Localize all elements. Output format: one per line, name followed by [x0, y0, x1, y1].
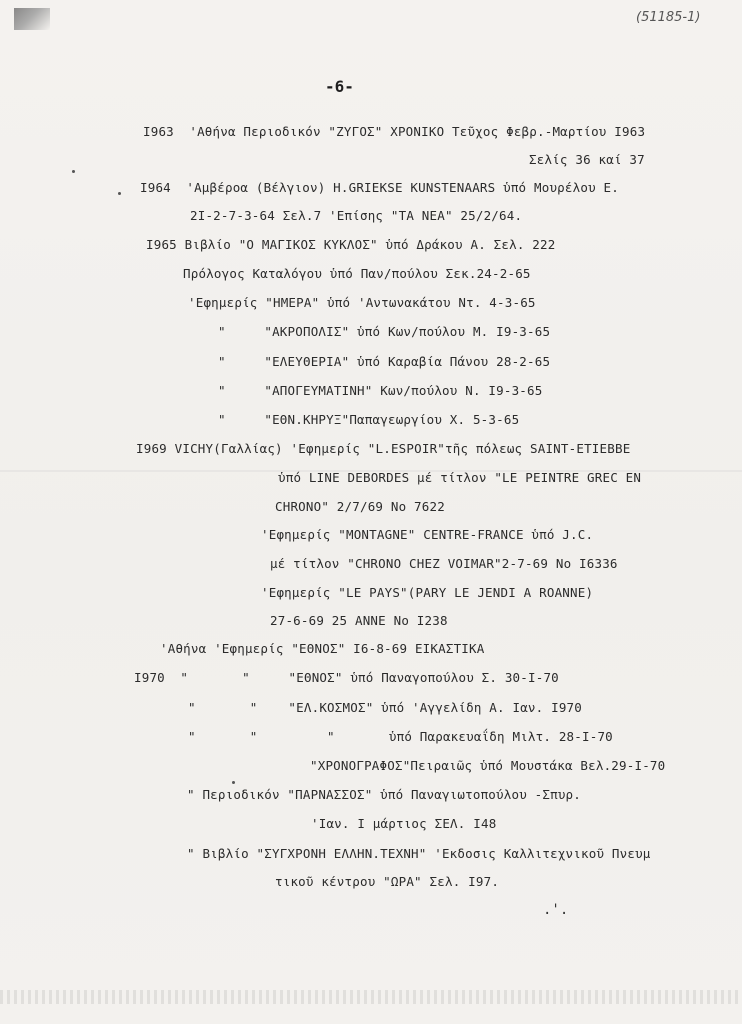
scan-edge — [0, 990, 742, 1004]
text-line: τικοῦ κέντρου "ΩΡΑ" Σελ. I97. — [275, 874, 500, 889]
text-line: " Περιοδικόν "ΠΑΡΝΑΣΣΟΣ" ὑπό Παναγιωτοπούλου -Σπυρ. — [187, 787, 582, 802]
text-line: 'Αθήνα 'Εφημερίς "ΕΘΝΟΣ" I6-8-69 ΕΙΚΑΣΤΙΚΑ — [160, 641, 485, 656]
text-line: 27-6-69 25 ANNE No I238 — [270, 613, 448, 628]
text-line: 'Εφημερίς "LE PAYS"(PARY LE JENDI A ROANNE) — [261, 585, 594, 600]
end-mark: .'. — [543, 902, 569, 918]
text-line: 2I-2-7-3-64 Σελ.7 'Επίσης "ΤΑ ΝΕΑ" 25/2/64. — [190, 208, 523, 223]
text-line: " " "ΕΛ.ΚΟΣΜΟΣ" ὑπό 'Αγγελίδη Α. Ιαν. I970 — [188, 700, 583, 715]
text-line: 'Εφημερίς "MONTAGNE" CENTRE-FRANCE ὑπό J.C. — [261, 527, 594, 542]
ink-speck — [118, 192, 121, 195]
text-line: Πρόλογος Καταλόγου ὑπό Παν/πούλου Σεκ.24-2-65 — [183, 266, 531, 281]
page-number: -6- — [325, 77, 354, 96]
text-line: "ΧΡΟΝΟΓΡΑΦΟΣ"Πειραιῶς ὑπό Μουστάκα Βελ.29-I-70 — [310, 758, 666, 773]
text-line: " "ΕΘΝ.ΚΗΡΥΞ"Παπαγεωργίου Χ. 5-3-65 — [218, 412, 520, 427]
text-line: ὑπό LINE DEBORDES μέ τίτλον "LE PEINTRE GREC EN — [278, 470, 642, 485]
text-line: " Βιβλίο "ΣΥΓΧΡΟΝΗ ΕΛΛΗΝ.ΤΕΧΝΗ" 'Εκδοσις Καλλιτεχνικοῦ Πνευμ — [187, 846, 651, 861]
corner-smudge — [14, 8, 50, 30]
ink-speck — [72, 170, 75, 173]
text-line: " "ΑΠΟΓΕΥΜΑΤΙΝΗ" Κων/πούλου Ν. I9-3-65 — [218, 383, 543, 398]
text-line: I970 " " "ΕΘΝΟΣ" ὑπό Παναγοπούλου Σ. 30-I-70 — [134, 670, 559, 685]
text-line: " "ΕΛΕΥΘΕΡΙΑ" ὑπό Καραβία Πάνου 28-2-65 — [218, 354, 551, 369]
text-line: 'Ιαν. Ι μάρτιος ΣΕΛ. I48 — [311, 816, 497, 831]
text-line: I969 VICHY(Γαλλίας) 'Εφημερίς "L.ESPOIR"τῆς πόλεως SAINT-ETIEBBE — [136, 441, 631, 456]
text-line: " "ΑΚΡΟΠΟΛΙΣ" ὑπό Κων/πούλου Μ. I9-3-65 — [218, 324, 551, 339]
text-line: " " " ὑπό Παρακευαΐδη Μιλτ. 28-I-70 — [188, 729, 613, 744]
ink-speck — [232, 781, 235, 784]
archive-reference: (51185-1) — [636, 10, 701, 25]
text-line: CHRONO" 2/7/69 No 7622 — [275, 499, 445, 514]
text-line: 'Εφημερίς "ΗΜΕΡΑ" ὑπό 'Αντωνακάτου Ντ. 4-3-65 — [188, 295, 536, 310]
text-line: I965 Βιβλίο "Ο ΜΑΓΙΚΟΣ ΚΥΚΛΟΣ" ὑπό Δράκου Α. Σελ. 222 — [146, 237, 556, 252]
text-line: I964 'Αμβέροα (Βέλγιον) H.GRIEKSE KUNSTENAARS ὑπό Μουρέλου Ε. — [140, 180, 619, 195]
text-line: I963 'Αθήνα Περιοδικόν "ΖΥΓΟΣ" ΧΡΟΝΙΚΟ Τεῦχος Φεβρ.-Μαρτίου I963 — [143, 124, 646, 139]
text-line: μέ τίτλον "CHRONO CHEZ VOIMAR"2-7-69 No I6336 — [270, 556, 618, 571]
text-line: Σελίς 36 καί 37 — [529, 152, 645, 167]
